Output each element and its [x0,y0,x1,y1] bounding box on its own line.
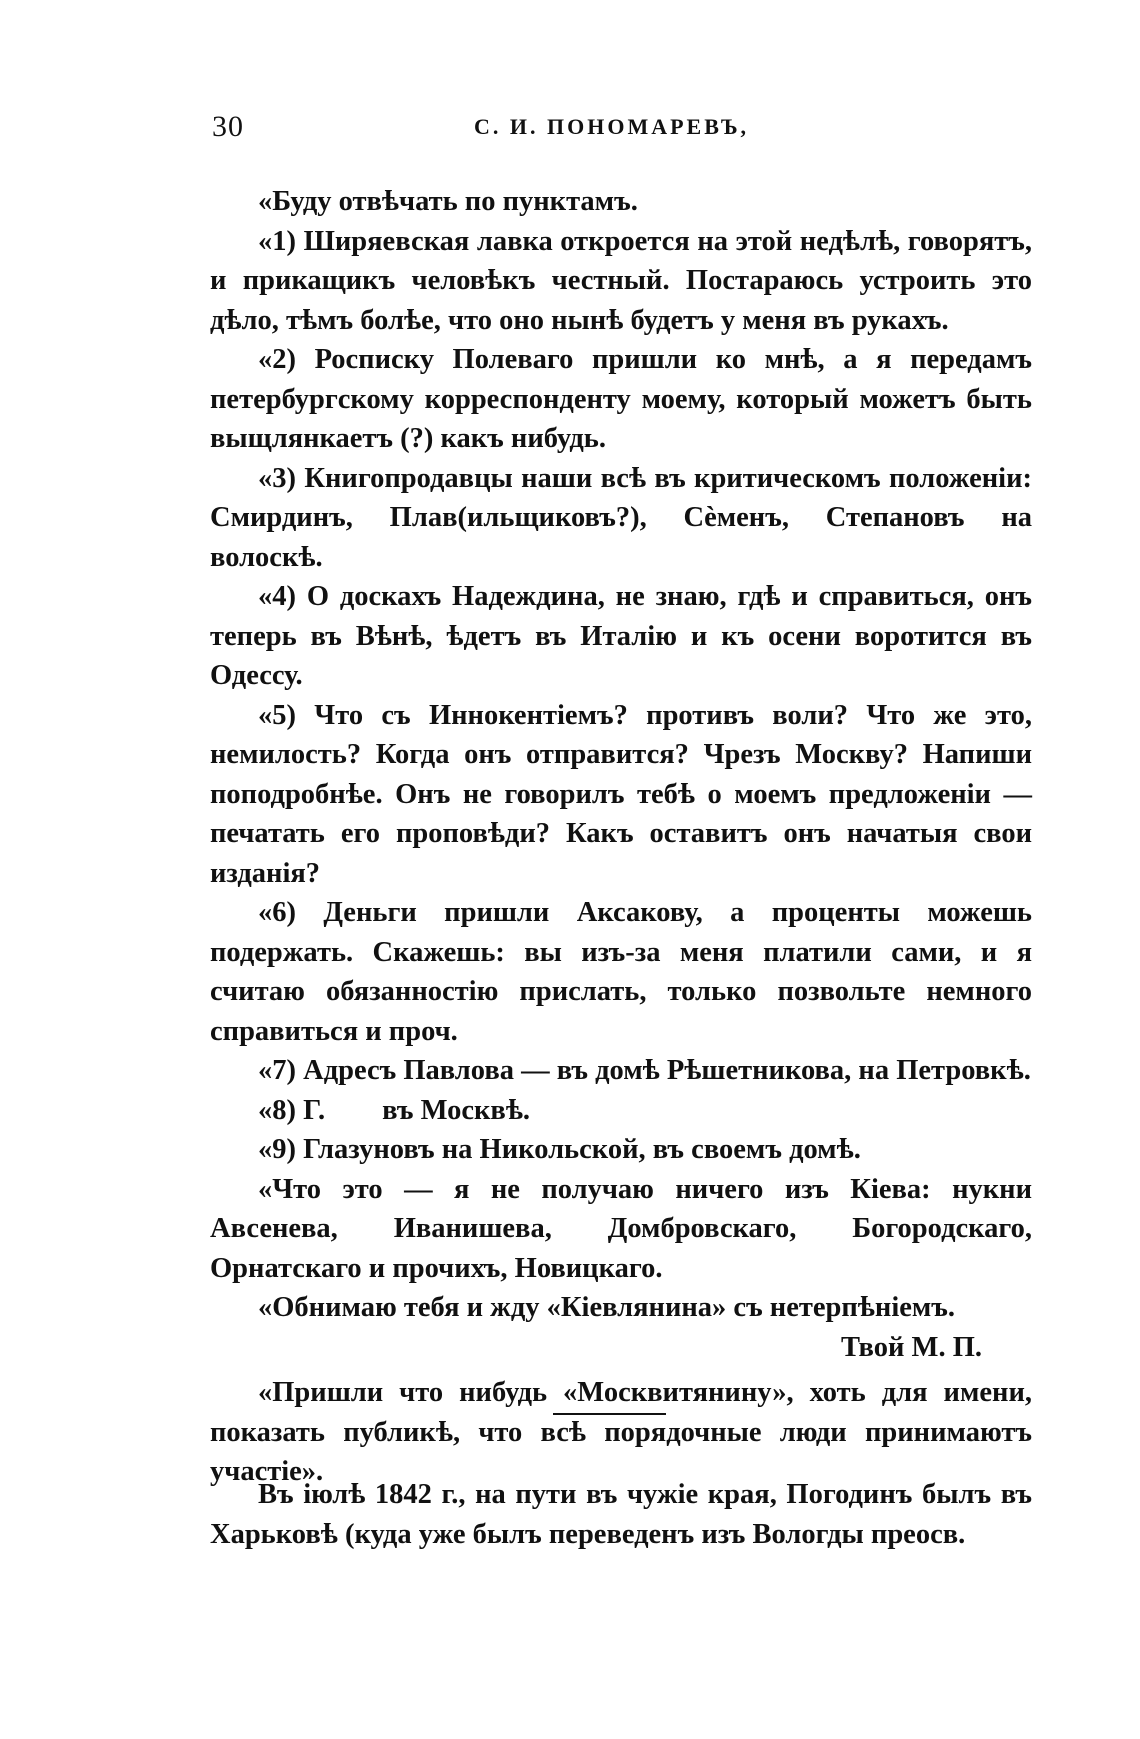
letter-paragraph: «3) Книгопродавцы наши всѣ въ критическомъ положеніи: Смирдинъ, Плав(ильщиковъ?), Сѐменъ, Степановъ на волоскѣ. [210,462,1032,573]
continuation-text [210,1475,1032,1555]
letter-paragraph: «Что это — я не получаю ничего изъ Кіева: нукни Авсенева, Иванишева, Домбровскаго, Богородскаго, Орнатскаго и прочихъ, Новицкаго. [210,1173,1032,1284]
page-number: 30 [212,110,244,143]
letter-postscript: «Пришли что нибудь «Москвитянину», хоть для имени, показать публикѣ, что всѣ порядочные люди принимаютъ участіе». [210,1377,1032,1487]
running-title: С. И. ПОНОМАРЕВЪ, [474,114,750,139]
letter-paragraph: «9) Глазуновъ на Никольской, въ своемъ домѣ. [258,1134,861,1165]
running-head [212,110,1027,150]
letter-paragraph: «8) Г. въ Москвѣ. [258,1094,531,1126]
letter-paragraph: «6) Деньги пришли Аксакову, а проценты можешь подержать. Скажешь: вы изъ-за меня платили сами, и я считаю обязанностію прислать, только позвольте немного справиться и проч. [210,897,1032,1047]
letter-paragraph: «1) Ширяевская лавка откроется на этой недѣлѣ, говорятъ, и прикащикъ человѣкъ честный. Постараюсь устроить это дѣло, тѣмъ болѣе, что оно нынѣ будетъ у меня въ рукахъ. [210,225,1032,336]
letter-paragraph: «Буду отвѣчать по пунктамъ. [258,186,638,217]
letter-signature: Твой М. П. [840,1331,982,1363]
letter-paragraph: «Обнимаю тебя и жду «Кіевлянина» съ нетерпѣніемъ. [258,1292,956,1323]
section-divider [553,1413,666,1415]
letter-text [210,182,1032,1492]
continuation-paragraph: Въ іюлѣ 1842 г., на пути въ чужіе края, Погодинъ былъ въ Харьковѣ (куда уже былъ переведенъ изъ Вологды преосв. [210,1479,1032,1550]
letter-paragraph: «5) Что съ Иннокентіемъ? противъ воли? Что же это, немилость? Когда онъ отправится? Чрезъ Москву? Напиши поподробнѣе. Онъ не говорилъ тебѣ о моемъ предложеніи — печатать его проповѣди? Какъ оставитъ онъ начатыя свои изданія? [210,699,1032,889]
letter-paragraph: «4) О доскахъ Надеждина, не знаю, гдѣ и справиться, онъ теперь въ Вѣнѣ, ѣдетъ въ Италію и къ осени воротится въ Одессу. [210,581,1032,691]
letter-paragraph: «2) Росписку Полеваго пришли ко мнѣ, а я передамъ петербургскому корреспонденту моему, который можетъ быть выщлянкаетъ (?) какъ нибудь. [210,344,1032,454]
letter-paragraph: «7) Адресъ Павлова — въ домѣ Рѣшетникова, на Петровкѣ. [258,1055,1031,1086]
